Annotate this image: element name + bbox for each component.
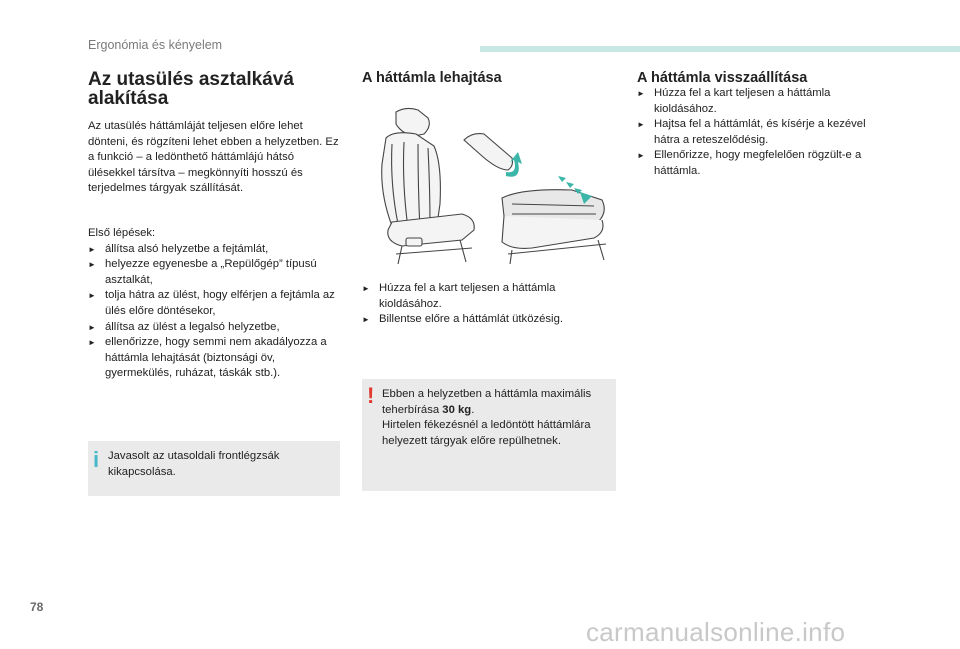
list-item: ► Hajtsa fel a háttámlát, és kísérje a kezével hátra a reteszelődésig. [637,118,866,146]
upright-seat-drawing [382,108,475,264]
restore-steps-list [637,86,891,180]
arrow-bullet-icon: ► [88,260,96,270]
column-table-conversion [88,70,340,382]
arrow-bullet-icon: ► [88,338,96,348]
arrow-bullet-icon: ► [637,151,645,161]
info-icon: i [93,447,100,472]
section-heading-restore: A háttámla visszaállítása [637,70,808,86]
info-note-text: Javasolt az utasoldali frontlégzsák kikapcsolása. [108,450,280,478]
list-item: ► helyezze egyenesbe a „Repülőgép” típusú asztalkát, [88,258,317,286]
arrow-bullet-icon: ► [88,244,96,254]
list-item: ► tolja hátra az ülést, hogy elférjen a fejtámla az ülés előre döntésekor, [88,289,335,317]
seat-fold-illustration [362,104,614,276]
section-heading-fold: A háttámla lehajtása [362,70,502,86]
page-title: Az utasülés asztalkává alakítása [88,69,294,109]
arrow-bullet-icon: ► [88,322,96,332]
list-item: ► Ellenőrizze, hogy megfelelően rögzült-e a háttámla. [637,149,862,177]
steps-intro: Első lépések: [88,226,156,239]
header-bar [480,46,960,52]
list-item: ► ellenőrizze, hogy semmi nem akadályozza a háttámla lehajtását (biztonsági öv, gyermekülés, ruházat, táskák stb.). [88,336,327,380]
list-item: ► állítsa az ülést a legalsó helyzetbe, [88,320,340,336]
column-fold-backrest [362,70,616,86]
fold-steps-list [362,281,616,328]
info-note [88,441,340,496]
watermark: carmanualsonline.info [586,617,846,647]
warning-note-text: Ebben a helyzetben a háttámla maximális teherbírása 30 kg. Hirtelen fékezésnél a ledöntött háttámlára helyezett tárgyak előre repülhetnek. [382,388,592,447]
arrow-bullet-icon: ► [88,291,96,301]
page-number: 78 [30,600,44,614]
arrow-bullet-icon: ► [362,315,370,325]
column-restore-backrest [637,70,891,180]
warning-note [362,379,616,491]
list-item: ► Húzza fel a kart teljesen a háttámla kioldásához. [362,282,556,310]
warning-icon: ! [367,383,375,408]
intro-paragraph: Az utasülés háttámláját teljesen előre lehet dönteni, és rögzíteni lehet ebben a helyzetben. Ez a funkció – a ledönthető háttámlájú hátsó ülésekkel társítva – megkönnyíti hosszú és terjedelmes tárgyak szállítását. [88,120,339,195]
fold-steps [362,281,616,328]
arrow-bullet-icon: ► [637,120,645,130]
list-item: ► Húzza fel a kart teljesen a háttámla kioldásához. [637,87,831,115]
list-item: ► Billentse előre a háttámlát ütközésig. [362,312,616,328]
arrow-bullet-icon: ► [637,89,645,98]
arrow-bullet-icon: ► [362,284,370,293]
prep-steps-list [88,242,340,382]
section-title: Ergonómia és kényelem [88,38,223,52]
list-item: ► állítsa alsó helyzetbe a fejtámlát, [88,242,340,258]
